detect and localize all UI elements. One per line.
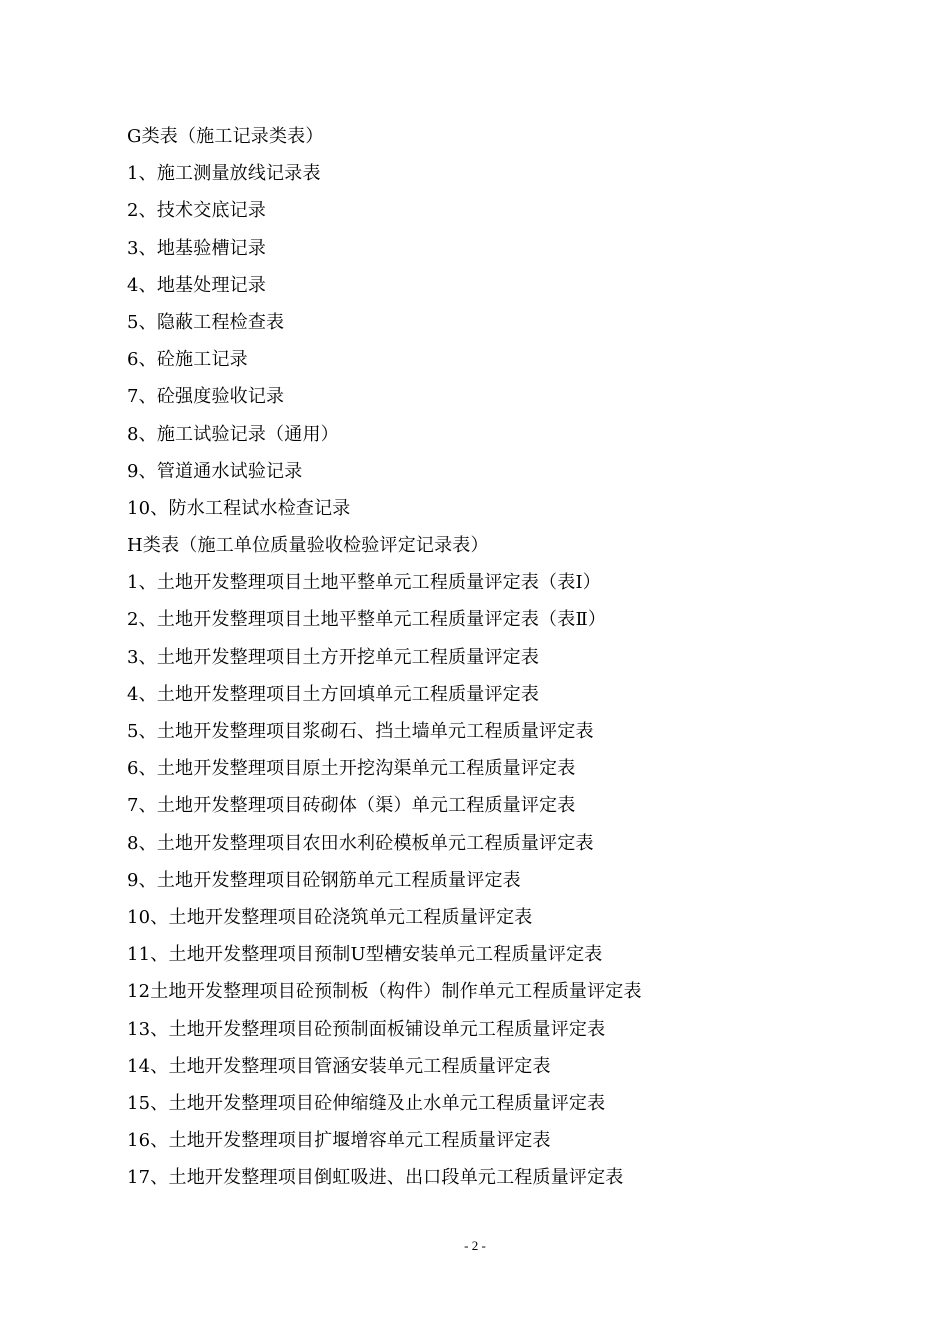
list-item: 7、砼强度验收记录 — [127, 386, 285, 408]
list-item: 6、土地开发整理项目原土开挖沟渠单元工程质量评定表 — [127, 758, 576, 780]
section-heading-g: G类表（施工记录类表） — [127, 126, 324, 147]
list-item: 7、土地开发整理项目砖砌体（渠）单元工程质量评定表 — [127, 795, 576, 817]
list-item: 2、技术交底记录 — [127, 200, 267, 222]
list-item: 13、土地开发整理项目砼预制面板铺设单元工程质量评定表 — [127, 1018, 606, 1040]
list-item: 4、土地开发整理项目土方回填单元工程质量评定表 — [127, 683, 540, 705]
list-item: 6、砼施工记录 — [127, 349, 248, 371]
list-item: 1、施工测量放线记录表 — [127, 163, 321, 185]
list-item: 12土地开发整理项目砼预制板（构件）制作单元工程质量评定表 — [127, 981, 642, 1003]
list-item: 15、土地开发整理项目砼伸缩缝及止水单元工程质量评定表 — [127, 1092, 606, 1114]
list-item: 2、土地开发整理项目土地平整单元工程质量评定表（表Ⅱ） — [127, 609, 607, 631]
page-number: - 2 - — [464, 1238, 486, 1253]
document-body — [127, 118, 847, 1196]
list-item: 3、土地开发整理项目土方开挖单元工程质量评定表 — [127, 646, 540, 668]
list-item: 8、土地开发整理项目农田水利砼模板单元工程质量评定表 — [127, 832, 594, 854]
list-item: 9、管道通水试验记录 — [127, 460, 303, 482]
list-item: 9、土地开发整理项目砼钢筋单元工程质量评定表 — [127, 869, 521, 891]
list-item: 11、土地开发整理项目预制U型槽安装单元工程质量评定表 — [127, 944, 603, 966]
list-item: 10、防水工程试水检查记录 — [127, 497, 351, 519]
list-item: 4、地基处理记录 — [127, 274, 267, 296]
list-item: 17、土地开发整理项目倒虹吸进、出口段单元工程质量评定表 — [127, 1167, 624, 1189]
list-item: 8、施工试验记录（通用） — [127, 423, 339, 445]
list-item: 5、土地开发整理项目浆砌石、挡土墙单元工程质量评定表 — [127, 721, 594, 742]
list-item: 3、地基验槽记录 — [127, 237, 267, 259]
section-heading-h: H类表（施工单位质量验收检验评定记录表） — [127, 535, 489, 557]
list-item: 16、土地开发整理项目扩堰增容单元工程质量评定表 — [127, 1130, 551, 1152]
list-item: 1、土地开发整理项目土地平整单元工程质量评定表（表Ⅰ） — [127, 572, 601, 594]
list-item: 5、隐蔽工程检查表 — [127, 311, 285, 333]
list-item: 10、土地开发整理项目砼浇筑单元工程质量评定表 — [127, 906, 533, 928]
list-item: 14、土地开发整理项目管涵安装单元工程质量评定表 — [127, 1055, 551, 1077]
